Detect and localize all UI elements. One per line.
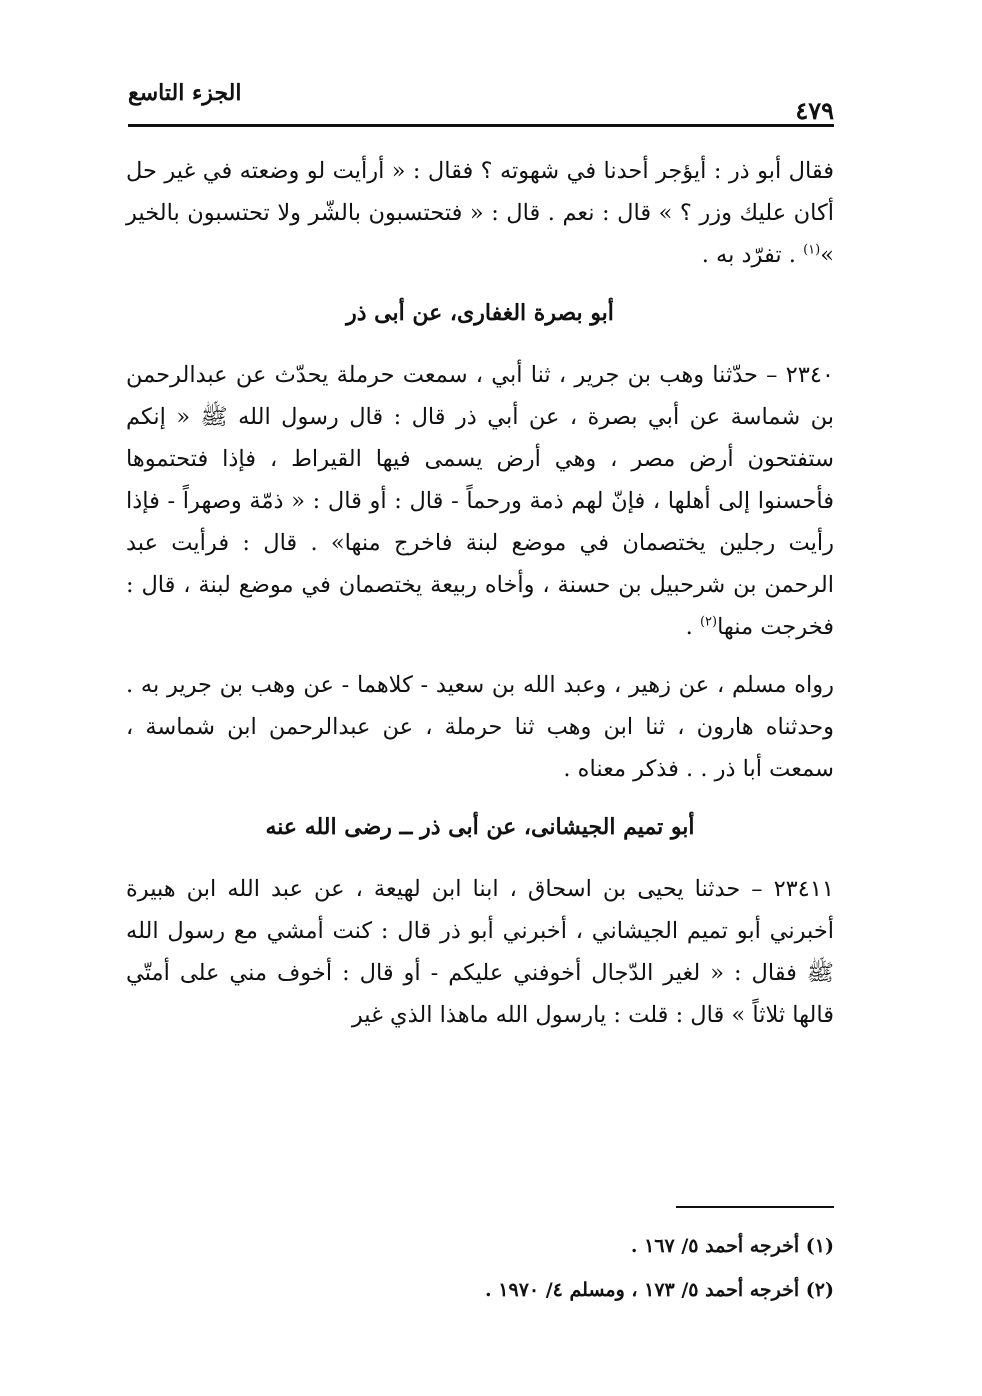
hadith-23411: ٢٣٤١١ – حدثنا يحيى بن اسحاق ، ابنا ابن لهيعة ، عن عبد الله ابن هبيرة أخبرني أبو تميم الجيشاني ، أخبرني أبو ذر قال : كنت أمشي مع رسول الله ﷺ فقال : « لغير الدّجال أخوفني عليكم - أو قال : أخوف مني على أمتّي قالها ثلاثاً » قال : قلت : يارسول الله ماهذا الذي غير bbox=[126, 876, 834, 1028]
footnote-marker-2: (٢) bbox=[699, 614, 718, 630]
page-header bbox=[128, 70, 834, 130]
hadith-2340-end: . bbox=[685, 614, 700, 640]
header-rule bbox=[128, 124, 834, 127]
hadith-2340-text: ٢٣٤٠ – حدّثنا وهب بن جرير ، ثنا أبي ، سمعت حرملة يحدّث عن عبدالرحمن بن شماسة عن أبي بصرة ، عن أبي ذر قال : قال رسول الله ﷺ « إنكم ستفتحون أرض مصر ، وهي أرض يسمى فيها القيراط ، فإذا فتحتموها فأحسنوا إلى أهلها ، فإنّ لهم ذمة ورحماً - قال : أو قال : « ذمّة وصهراً - فإذا رأيت رجلين يختصمان في موضع لبنة فاخرج منها» . قال : فرأيت عبد الرحمن بن شرحبيل بن حسنة ، وأخاه ربيعة يختصمان في موضع لبنة ، قال : فخرجت منها bbox=[126, 362, 834, 640]
running-title: الجزء التاسع bbox=[128, 80, 242, 106]
page-number: ٤٧٩ bbox=[795, 96, 834, 125]
footnote-2: (٢) أخرجه أحمد ٥/ ١٧٣ ، ومسلم ٤/ ١٩٧٠ . bbox=[485, 1279, 834, 1301]
footnotes bbox=[126, 1224, 834, 1312]
footnote-marker-1: (١) bbox=[803, 242, 821, 258]
hadith-2340 bbox=[126, 354, 834, 648]
commentary-paragraph: رواه مسلم ، عن زهير ، وعبد الله بن سعيد - كلاهما - عن وهب بن جرير به . وحدثناه هارون ، ثنا ابن وهب ثنا حرملة ، عن عبدالرحمن ابن شماسة ، سمعت أبا ذر . . فذكر معناه . bbox=[126, 672, 834, 782]
section-heading-1: أبو بصرة الغفارى، عن أبى ذر bbox=[346, 300, 614, 326]
main-text bbox=[126, 150, 834, 1052]
paragraph-1-text: فقال أبو ذر : أيؤجر أحدنا في شهوته ؟ فقال : « أرأيت لو وضعته في غير حل أكان عليك وزر ؟ » قال : نعم . قال : « فتحتسبون بالشّر ولا تحتسبون بالخير » bbox=[126, 158, 834, 268]
footnote-1: (١) أخرجه أحمد ٥/ ١٦٧ . bbox=[630, 1235, 834, 1257]
paragraph-1-end: . تفرّد به . bbox=[701, 242, 804, 268]
section-heading-2: أبو تميم الجيشانى، عن أبى ذر ــ رضى الله عنه bbox=[265, 814, 695, 840]
footnote-rule bbox=[676, 1206, 834, 1208]
paragraph-1 bbox=[126, 150, 834, 276]
